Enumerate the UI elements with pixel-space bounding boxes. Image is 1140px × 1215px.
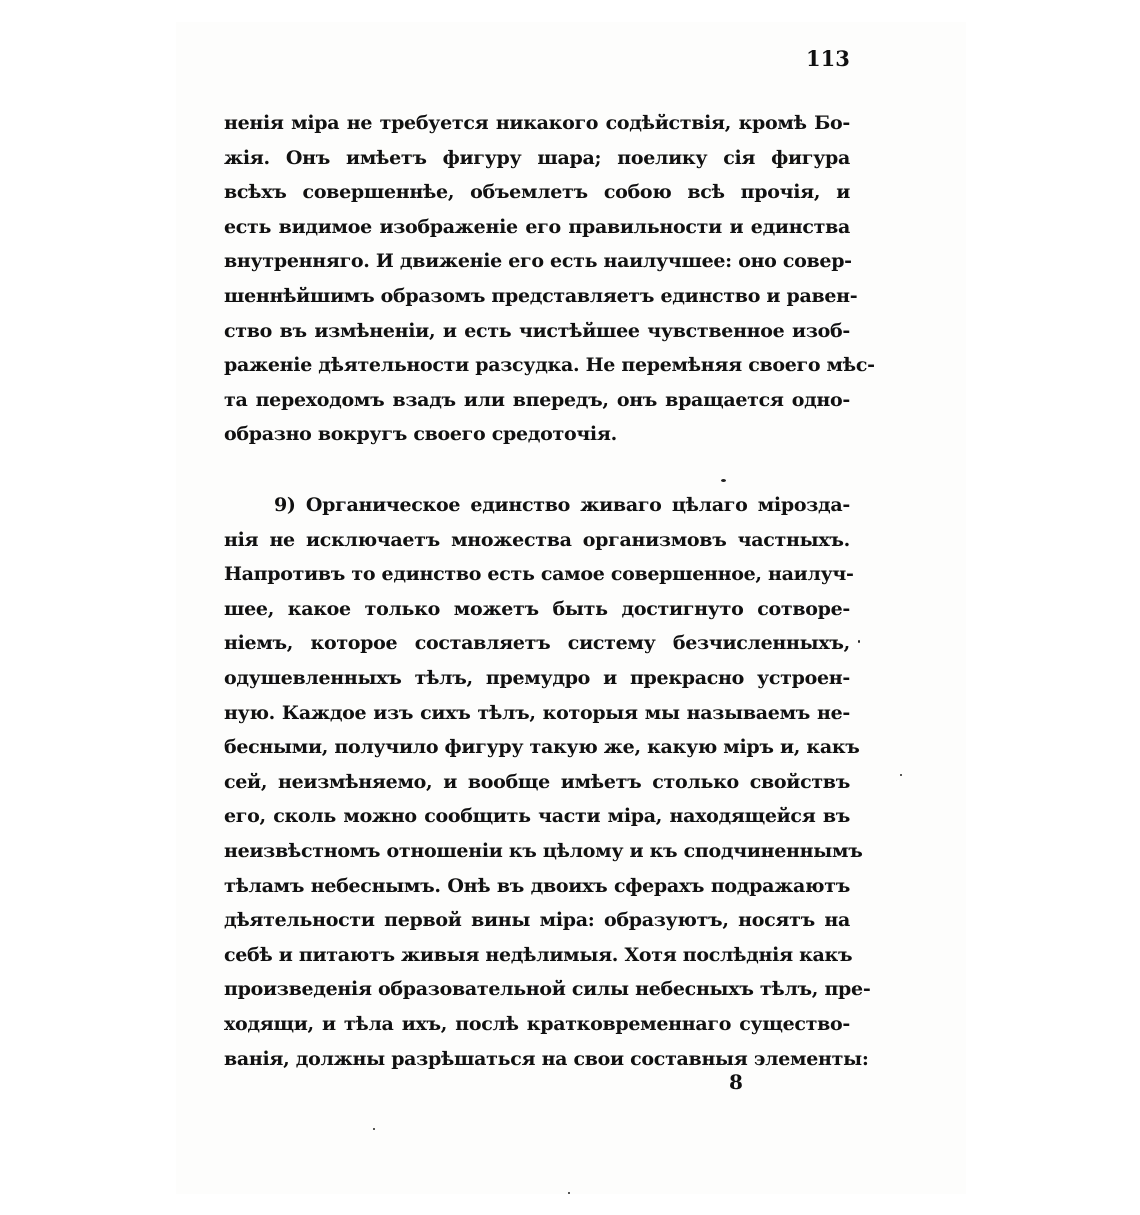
text-line: неизвѣстномъ отношеніи къ цѣлому и къ сподчиненнымъ xyxy=(224,839,863,862)
paragraph-1 xyxy=(224,106,875,452)
ink-speck xyxy=(373,1128,375,1130)
text-line: дѣятельности первой вины міра: образуютъ, носятъ на xyxy=(224,909,850,932)
text-line: нія не исключаетъ множества организмовъ частныхъ. xyxy=(224,528,850,551)
text-line: 9) Органическое единство живаго цѣлаго міроздa- xyxy=(274,494,850,516)
text-line: внутренняго. И движеніе его есть наилучшее: оно совер- xyxy=(224,250,852,273)
ink-speck xyxy=(568,1192,570,1194)
paragraph-2 xyxy=(224,488,871,1076)
text-line: ную. Каждое изъ сихъ тѣлъ, которыя мы называемъ не- xyxy=(224,701,850,724)
ink-speck xyxy=(721,479,726,482)
text-line: сей, неизмѣняемо, и вообще имѣетъ столько свойствъ xyxy=(224,770,850,793)
text-line: шее, какое только можетъ быть достигнуто сотворе- xyxy=(224,597,850,620)
text-line: ство въ измѣненіи, и есть чистѣйшее чувственное изоб- xyxy=(224,319,850,342)
page-number: 113 xyxy=(806,46,850,71)
text-line: образно вокругъ своего средоточія. xyxy=(224,423,617,446)
text-line: бесными, получило фигуру такую же, какую міръ и, какъ xyxy=(224,736,860,759)
text-line: Напротивъ то единство есть самое совершенное, наилуч- xyxy=(224,563,854,586)
text-line: есть видимое изображеніе его правильности и единства xyxy=(224,215,850,238)
text-line: ванія, должны разрѣшаться на свои составныя элементы: xyxy=(224,1047,869,1070)
text-line: одушевленныхъ тѣлъ, премудро и прекрасно устроен- xyxy=(224,666,850,689)
text-line: шеннѣйшимъ образомъ представляетъ единство и равен- xyxy=(224,284,858,307)
text-line: ніемъ, которое составляетъ систему безчисленныхъ, xyxy=(224,632,850,655)
ink-speck xyxy=(858,640,860,643)
text-line: та переходомъ взадъ или впередъ, онъ вращается одно- xyxy=(224,388,850,411)
text-line: произведенія образовательной силы небесныхъ тѣлъ, пре- xyxy=(224,978,871,1001)
text-line: жія. Онъ имѣетъ фигуру шара; поелику сія фигура xyxy=(224,146,850,169)
text-line: его, сколь можно сообщить части міра, находящейся въ xyxy=(224,805,850,828)
text-line: раженіе дѣятельности разсудка. Не перемѣняя своего мѣс- xyxy=(224,354,875,377)
text-line: ходящи, и тѣла ихъ, послѣ кратковременнаго существо- xyxy=(224,1012,850,1035)
ink-speck xyxy=(900,774,902,776)
signature-mark: 8 xyxy=(729,1070,743,1094)
text-line: себѣ и питаютъ живыя недѣлимыя. Хотя послѣднія какъ xyxy=(224,943,853,966)
text-line: ненія міра не требуется никакого содѣйствія, кромѣ Бо- xyxy=(224,112,850,134)
text-line: тѣламъ небеснымъ. Онѣ въ двоихъ сферахъ подражаютъ xyxy=(224,874,850,897)
text-line: всѣхъ совершеннѣе, объемлетъ собою всѣ прочія, и xyxy=(224,181,850,204)
